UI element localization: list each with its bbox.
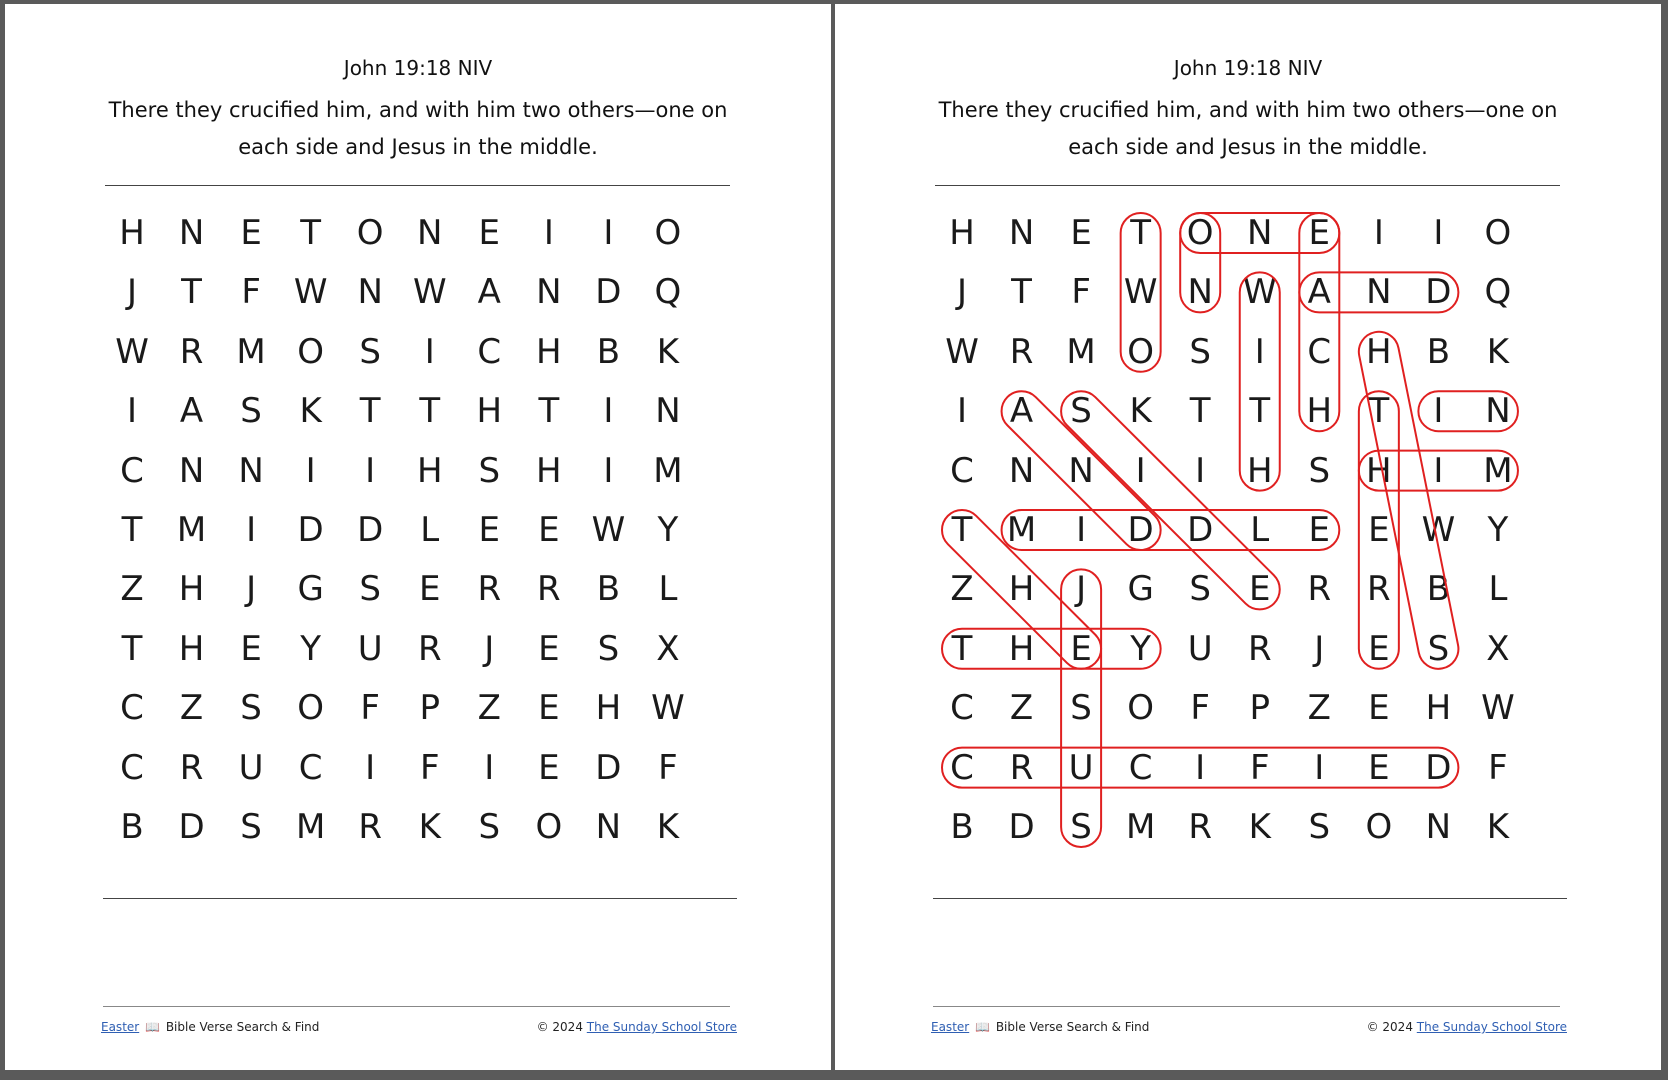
grid-letter: K [418,807,441,847]
grid-letter: T [121,510,143,550]
grid-letter: S [359,331,381,372]
letter-grid [835,4,1661,1070]
grid-letter: M [295,807,326,847]
grid-letter: C [950,450,974,491]
grid-letter: R [358,807,382,847]
grid-letter: S [1427,628,1450,669]
copyright-text: © 2024 [536,1020,583,1034]
grid-letter: S [359,569,381,610]
grid-letter: Y [1130,628,1152,669]
grid-letter: W [1242,272,1277,313]
grid-letter: R [477,569,502,610]
grid-letter: M [1483,450,1513,491]
grid-letter: N [595,807,622,847]
grid-letter: I [1135,450,1146,491]
grid-letter: E [478,213,501,253]
grid-letter: K [656,331,680,372]
grid-letter: W [1123,272,1158,313]
grid-letter: J [126,272,138,313]
grid-letter: S [1308,807,1331,847]
grid-letter: C [1128,747,1153,788]
bottom-divider [933,898,1567,899]
grid-letter: I [603,450,614,491]
grid-letter: D [357,510,384,550]
grid-letter: H [416,450,443,491]
grid-letter: F [360,688,380,729]
grid-letter: N [417,213,443,253]
book-icon: 📖 [975,1020,990,1034]
grid-letter: T [1368,391,1390,432]
grid-letter: L [420,510,440,550]
grid-letter: T [1249,391,1271,432]
footer-divider [103,1006,730,1007]
grid-letter: A [1009,391,1034,432]
grid-letter: I [1314,747,1325,788]
grid-letter: K [299,391,322,432]
grid-letter: E [538,628,560,669]
grid-letter: H [536,331,562,372]
grid-letter: J [246,569,257,610]
grid-letter: A [179,391,204,432]
grid-letter: Z [1307,688,1331,729]
grid-letter: R [179,747,204,788]
grid-letter: T [1130,213,1152,253]
grid-letter: K [1248,807,1271,847]
grid-letter: Q [654,272,682,313]
grid-letter: R [1188,807,1212,847]
grid-letter: T [1189,391,1211,432]
grid-letter: C [477,331,502,372]
grid-letter: I [424,331,435,372]
grid-letter: K [1486,807,1510,847]
grid-letter: E [1368,747,1390,788]
grid-letter: I [1195,450,1206,491]
grid-letter: G [297,569,324,610]
grid-letter: I [956,391,968,432]
grid-letter: F [658,747,678,788]
grid-letter: F [1249,747,1270,788]
grid-letter: E [1070,628,1092,669]
grid-letter: I [1195,747,1206,788]
grid-letter: S [597,628,620,669]
grid-letter: H [1246,450,1273,491]
grid-letter: S [1189,331,1211,372]
solution-page [835,4,1661,1070]
grid-letter: M [1006,510,1037,550]
grid-letter: O [356,213,384,253]
grid-letter: E [1368,688,1390,729]
store-link[interactable]: The Sunday School Store [586,1020,737,1034]
grid-letter: O [535,807,563,847]
grid-letter: S [240,807,262,847]
grid-letter: J [484,628,495,669]
grid-letter: B [1426,569,1451,610]
grid-letter: O [1127,688,1155,729]
grid-letter: G [1127,569,1154,610]
verse-reference: John 19:18 NIV [1173,56,1323,80]
grid-letter: B [596,331,621,372]
bottom-divider [103,898,737,899]
grid-letter: K [1486,331,1510,372]
grid-letter: T [359,391,381,432]
grid-letter: W [945,331,979,372]
grid-letter: I [365,747,376,788]
grid-letter: I [1373,213,1384,253]
grid-letter: N [1187,272,1213,313]
grid-letter: H [949,213,975,253]
grid-letter: A [477,272,501,313]
footer-divider [933,1006,1560,1007]
grid-letter: I [603,213,614,253]
grid-letter: D [1187,510,1214,550]
grid-letter: H [1008,628,1035,669]
grid-letter: F [419,747,440,788]
verse-reference: John 19:18 NIV [343,56,493,80]
grid-letter: S [478,450,501,491]
grid-letter: O [1484,213,1512,253]
grid-letter: H [1366,450,1392,491]
grid-letter: I [1433,213,1444,253]
grid-letter: W [293,272,328,313]
grid-letter: Z [1009,688,1034,729]
grid-letter: F [1488,747,1508,788]
grid-letter: O [1127,331,1155,372]
grid-letter: Z [120,569,144,610]
grid-letter: M [653,450,683,491]
grid-letter: R [1009,747,1034,788]
grid-letter: I [1254,331,1265,372]
grid-letter: P [1249,688,1270,729]
grid-letter: S [1308,450,1331,491]
grid-letter: U [238,747,264,788]
grid-letter: L [1250,510,1270,550]
grid-letter: M [236,331,266,372]
footer-title-text: Bible Verse Search & Find [165,1020,320,1034]
store-link[interactable]: The Sunday School Store [1416,1020,1567,1034]
grid-letter: K [656,807,680,847]
grid-letter: I [1433,450,1444,491]
grid-letter: H [178,569,205,610]
grid-letter: C [120,747,144,788]
grid-letter: N [1366,272,1392,313]
grid-letter: N [178,450,205,491]
grid-letter: K [1129,391,1152,432]
grid-letter: E [240,213,262,253]
grid-letter: I [365,450,376,491]
grid-letter: D [595,272,622,313]
grid-letter: R [1009,331,1034,372]
grid-letter: N [1068,450,1094,491]
grid-letter: M [176,510,207,550]
grid-letter: H [1008,569,1035,610]
footer-title-text: Bible Verse Search & Find [995,1020,1150,1034]
puzzle-page [5,4,831,1070]
grid-letter: U [357,628,383,669]
grid-letter: R [1367,569,1391,610]
letter-grid [5,4,831,1070]
grid-letter: N [1008,450,1035,491]
grid-letter: W [651,688,685,729]
grid-letter: N [536,272,562,313]
grid-letter: T [1011,272,1032,313]
grid-letter: C [950,747,974,788]
grid-letter: Z [950,569,974,610]
grid-letter: N [1008,213,1035,253]
grid-letter: E [1308,510,1331,550]
grid-letter: D [297,510,324,550]
grid-letter: D [1425,747,1452,788]
grid-letter: D [1127,510,1154,550]
grid-letter: S [1070,807,1092,847]
grid-letter: I [543,213,554,253]
grid-letter: C [120,450,144,491]
grid-letter: T [951,510,973,550]
grid-letter: Y [657,510,679,550]
footer-title [931,1020,1149,1034]
grid-letter: F [241,272,261,313]
grid-letter: B [120,807,144,847]
grid-letter: X [656,628,680,669]
grid-letter: R [1247,628,1272,669]
grid-letter: S [1070,688,1092,729]
grid-letter: W [591,510,626,550]
grid-letter: C [1307,331,1332,372]
grid-letter: L [658,569,678,610]
grid-letter: X [1486,628,1510,669]
grid-letter: H [595,688,622,729]
grid-letter: E [538,510,560,550]
grid-letter: Y [1487,510,1509,550]
grid-letter: E [538,747,560,788]
footer-title [101,1020,319,1034]
grid-letter: H [119,213,145,253]
grid-letter: O [297,331,325,372]
easter-link[interactable]: Easter [101,1020,140,1034]
grid-letter: O [1186,213,1214,253]
grid-letter: S [240,688,262,729]
grid-letter: J [956,272,968,313]
grid-letter: I [1433,391,1444,432]
grid-letter: R [417,628,442,669]
grid-letter: S [240,391,262,432]
grid-letter: S [1070,391,1092,432]
grid-letter: L [1488,569,1508,610]
grid-letter: E [538,688,560,729]
grid-letter: I [305,450,316,491]
grid-letter: W [412,272,447,313]
grid-letter: U [1068,747,1094,788]
grid-letter: W [115,331,149,372]
grid-letter: S [478,807,501,847]
book-icon: 📖 [145,1020,160,1034]
grid-letter: H [1366,331,1392,372]
grid-letter: H [536,450,562,491]
grid-letter: N [655,391,681,432]
grid-letter: N [238,450,264,491]
grid-letter: I [484,747,495,788]
grid-letter: T [538,391,560,432]
grid-letter: P [419,688,440,729]
grid-letter: Y [300,628,322,669]
grid-letter: I [246,510,257,550]
grid-letter: N [178,213,205,253]
grid-letter: T [419,391,441,432]
grid-letter: H [178,628,205,669]
grid-letter: E [1249,569,1271,610]
grid-letter: C [298,747,323,788]
grid-letter: B [950,807,974,847]
grid-letter: E [1368,628,1390,669]
grid-letter: F [1071,272,1091,313]
grid-letter: M [1066,331,1096,372]
grid-letter: N [357,272,383,313]
grid-letter: E [1308,213,1331,253]
grid-letter: H [476,391,503,432]
grid-letter: S [1189,569,1211,610]
grid-letter: O [654,213,682,253]
grid-letter: T [300,213,322,253]
grid-letter: T [951,628,973,669]
grid-letter: B [1426,331,1451,372]
copyright-text: © 2024 [1366,1020,1413,1034]
grid-letter: D [1425,272,1452,313]
grid-letter: O [1365,807,1393,847]
grid-letter: E [419,569,441,610]
grid-letter: C [120,688,144,729]
grid-letter: D [178,807,205,847]
grid-letter: H [1306,391,1333,432]
grid-letter: N [1425,807,1452,847]
grid-letter: M [1125,807,1156,847]
grid-letter: R [1307,569,1332,610]
grid-letter: N [1247,213,1273,253]
grid-letter: W [1421,510,1456,550]
easter-link[interactable]: Easter [931,1020,970,1034]
grid-letter: J [1314,628,1325,669]
grid-letter: D [595,747,622,788]
verse-text: There they crucified him, and with him two others—one on each side and Jesus in the middle. [938,98,1558,159]
grid-letter: T [181,272,202,313]
grid-letter: E [1368,510,1390,550]
grid-letter: I [603,391,614,432]
grid-letter: H [1425,688,1452,729]
grid-letter: A [1307,272,1331,313]
grid-letter: F [1190,688,1210,729]
grid-letter: Z [179,688,204,729]
grid-letter: B [596,569,621,610]
grid-letter: O [297,688,325,729]
grid-letter: R [537,569,561,610]
grid-letter: E [478,510,501,550]
footer-copyright [507,1020,737,1034]
verse-text: There they crucified him, and with him two others—one on each side and Jesus in the middle. [108,98,728,159]
grid-letter: R [179,331,204,372]
grid-letter: J [1076,569,1087,610]
grid-letter: Q [1484,272,1512,313]
grid-letter: E [1070,213,1092,253]
grid-letter: I [126,391,138,432]
grid-letter: E [240,628,262,669]
grid-letter: D [1008,807,1035,847]
grid-letter: N [1485,391,1511,432]
grid-letter: U [1187,628,1213,669]
footer-copyright [1337,1020,1567,1034]
grid-letter: Z [477,688,501,729]
grid-letter: C [950,688,974,729]
grid-letter: W [1481,688,1515,729]
grid-letter: T [121,628,143,669]
grid-letter: I [1076,510,1087,550]
